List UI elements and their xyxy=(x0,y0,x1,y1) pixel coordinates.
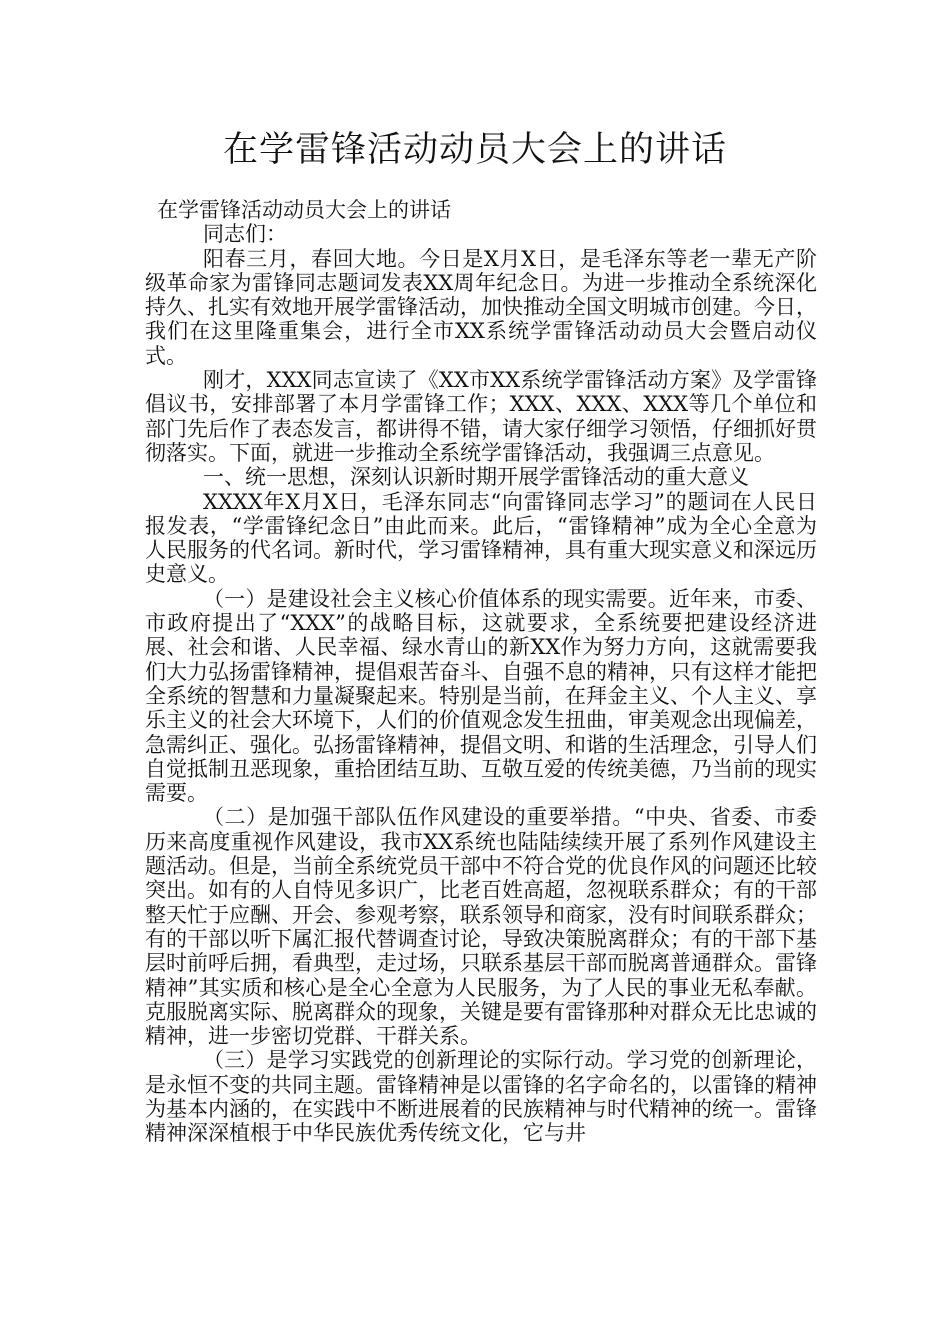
paragraph: 刚才，XXX同志宣读了《XX市XX系统学雷锋活动方案》及学雷锋倡议书，安排部署了本月学雷锋工作；XXX、XXX、XXX等几个单位和部门先后作了表态发言，都讲得不错，请大家仔细学习领悟，仔细抓好贯彻落实。下面，就进一步推动全系统学雷锋活动，我强调三点意见。 xyxy=(145,368,817,465)
paragraph: 阳春三月，春回大地。今日是X月X日，是毛泽东等老一辈无产阶级革命家为雷锋同志题词发表XX周年纪念日。为进一步推动全系统深化持久、扎实有效地开展学雷锋活动，加快推动全国文明城市创建。今日，我们在这里隆重集会，进行全市XX系统学雷锋活动动员大会暨启动仪式。 xyxy=(145,246,817,368)
salutation: 同志们： xyxy=(203,222,287,247)
section-heading: 一、统一思想，深刻认识新时期开展学雷锋活动的重大意义 xyxy=(203,465,749,490)
paragraph: （二）是加强干部队伍作风建设的重要举措。“中央、省委、市委历来高度重视作风建设，我市XX系统也陆陆续续开展了系列作风建设主题活动。但是，当前全系统党员干部中不符合党的优良作风的问题还比较突出。如有的人自恃见多识广，比老百姓高超，忽视联系群众；有的干部整天忙于应酬、开会、参观考察，联系领导和商家，没有时间联系群众；有的干部以听下属汇报代替调查讨论，导致决策脱离群众；有的干部下基层时前呼后拥，看典型，走过场，只联系基层干部而脱离普通群众。雷锋精神”其实质和核心是全心全意为人民服务，为了人民的事业无私奉献。克服脱离实际、脱离群众的现象，关键是要有雷锋那种对群众无比忠诚的精神，进一步密切党群、干群关系。 xyxy=(145,805,817,1049)
paragraph: （一）是建设社会主义核心价值体系的现实需要。近年来，市委、市政府提出了“XXX”的战略目标，这就要求，全系统要把建设经济进展、社会和谐、人民幸福、绿水青山的新XX作为努力方向，这就需要我们大力弘扬雷锋精神，提倡艰苦奋斗、自强不息的精神，只有这样才能把全系统的智慧和力量凝聚起来。特别是当前，在拜金主义、个人主义、享乐主义的社会大环境下，人们的价值观念发生扭曲，审美观念出现偏差，急需纠正、强化。弘扬雷锋精神，提倡文明、和谐的生活理念，引导人们自觉抵制丑恶现象，重拾团结互助、互敬互爱的传统美德，乃当前的现实需要。 xyxy=(145,586,817,806)
document-title: 在学雷锋活动动员大会上的讲话 xyxy=(222,130,727,170)
document-body xyxy=(145,198,817,1146)
paragraph: XXXX年X月X日，毛泽东同志“向雷锋同志学习”的题词在人民日报发表，“学雷锋纪念日”由此而来。此后，“雷锋精神”成为全心全意为人民服务的代名词。新时代，学习雷锋精神，具有重大现实意义和深远历史意义。 xyxy=(145,489,817,587)
paragraph: （三）是学习实践党的创新理论的实际行动。学习党的创新理论，是永恒不变的共同主题。雷锋精神是以雷锋的名字命名的，以雷锋的精神为基本内涵的，在实践中不断进展着的民族精神与时代精神的统一。雷锋精神深深植根于中华民族优秀传统文化，它与井 xyxy=(145,1048,817,1146)
document-subtitle: 在学雷锋活动动员大会上的讲话 xyxy=(157,198,451,222)
